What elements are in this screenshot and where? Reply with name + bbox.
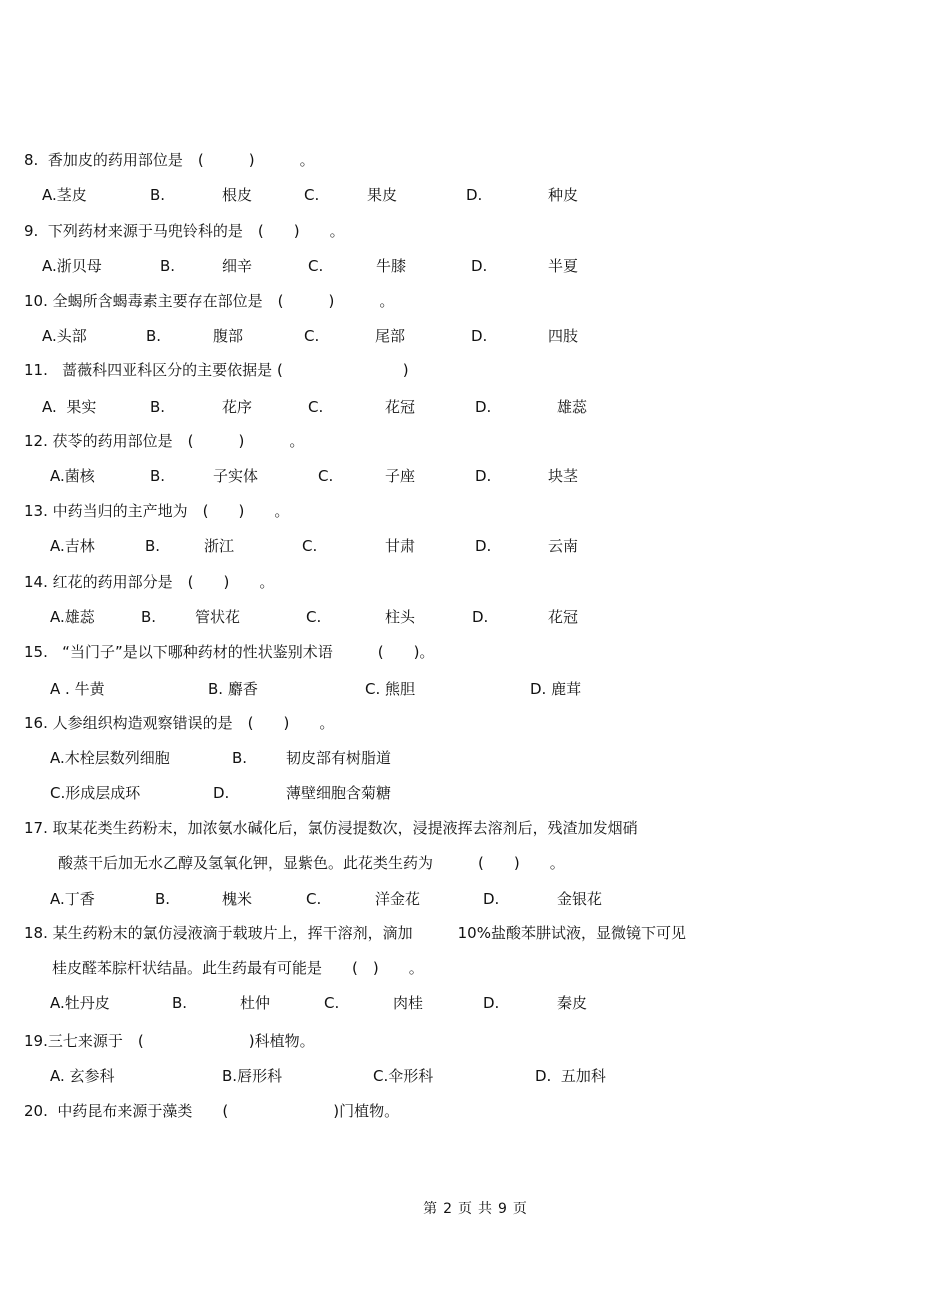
question-17 xyxy=(24,818,638,838)
option-c: C.形成层成环 xyxy=(50,784,141,802)
option-d: D. xyxy=(483,994,500,1012)
option-b-text: 韧皮部有树脂道 xyxy=(286,749,392,767)
option-b-text: 腹部 xyxy=(213,327,244,345)
option-c: C. xyxy=(302,537,318,555)
option-b-text: 细辛 xyxy=(222,257,253,275)
question-stem: 取某花类生药粉末，加浓氨水碱化后，氯仿浸提数次，浸提液挥去溶剂后，残渣加发烟硝 xyxy=(52,819,638,837)
question-number: 10. xyxy=(24,292,48,310)
question-number: 17. xyxy=(24,819,48,837)
option-a: A.菌核 xyxy=(50,467,95,485)
option-c: C. xyxy=(308,398,324,416)
question-number: 19. xyxy=(24,1032,48,1050)
question-19 xyxy=(24,1031,315,1051)
option-a: A.吉林 xyxy=(50,537,95,555)
question-stem-continued: 酸蒸干后加无水乙醇及氢氧化钾，显紫色。此花类生药为 ( ) 。 xyxy=(58,854,565,872)
option-d: D. xyxy=(475,467,492,485)
option-a: A.浙贝母 xyxy=(42,257,102,275)
option-d: D. xyxy=(475,537,492,555)
option-d: D. xyxy=(471,327,488,345)
question-18 xyxy=(24,923,686,943)
question-8 xyxy=(24,150,315,170)
question-stem: 人参组织构造观察错误的是 ( ) 。 xyxy=(52,714,335,732)
option-a: A.丁香 xyxy=(50,890,95,908)
option-d-text: 块茎 xyxy=(548,467,579,485)
question-number: 12. xyxy=(24,432,48,450)
question-9 xyxy=(24,221,345,241)
option-c: C.伞形科 xyxy=(373,1067,434,1085)
option-b: B. xyxy=(232,749,248,767)
question-stem: 三七来源于 ( )科植物。 xyxy=(47,1032,315,1050)
option-b: B. xyxy=(145,537,161,555)
question-number: 15. xyxy=(24,643,48,661)
footer-prefix: 第 xyxy=(423,1201,438,1217)
option-b-text: 花序 xyxy=(222,398,253,416)
option-d: D. xyxy=(472,608,489,626)
option-c-text: 甘肃 xyxy=(385,537,416,555)
option-d: D. xyxy=(483,890,500,908)
option-b-text: 浙江 xyxy=(204,537,235,555)
option-c: C. xyxy=(318,467,334,485)
option-d-text: 种皮 xyxy=(548,186,579,204)
question-12 xyxy=(24,431,304,451)
question-number: 13. xyxy=(24,502,48,520)
footer-suffix: 页 xyxy=(512,1201,527,1217)
option-b-text: 杜仲 xyxy=(240,994,271,1012)
question-number: 9. xyxy=(24,222,39,240)
option-b: B. xyxy=(141,608,157,626)
question-stem: 红花的药用部分是 ( ) 。 xyxy=(52,573,275,591)
question-number: 14. xyxy=(24,573,48,591)
question-stem: 某生药粉末的氯仿浸液滴于载玻片上，挥干溶剂，滴加 10%盐酸苯肼试液，显微镜下可见 xyxy=(52,924,686,942)
question-stem: “当门子”是以下哪种药材的性状鉴别术语 ( )。 xyxy=(62,643,435,661)
option-d-text: 薄壁细胞含菊糖 xyxy=(286,784,392,802)
question-number: 16. xyxy=(24,714,48,732)
option-d: D. 五加科 xyxy=(535,1067,606,1085)
option-d-text: 花冠 xyxy=(548,608,579,626)
option-b: B. xyxy=(146,327,162,345)
option-b-text: 子实体 xyxy=(213,467,259,485)
option-a: A. 果实 xyxy=(42,398,97,416)
option-b-text: 根皮 xyxy=(222,186,253,204)
option-c: C. xyxy=(306,608,322,626)
question-11 xyxy=(24,360,409,380)
option-c: C. xyxy=(324,994,340,1012)
option-d: D. xyxy=(475,398,492,416)
option-d-text: 云南 xyxy=(548,537,579,555)
option-c-text: 肉桂 xyxy=(393,994,424,1012)
option-a: A.牡丹皮 xyxy=(50,994,110,1012)
option-b-text: 槐米 xyxy=(222,890,253,908)
page-footer xyxy=(0,1198,950,1218)
option-d-text: 半夏 xyxy=(548,257,579,275)
question-10 xyxy=(24,291,394,311)
option-b: B. xyxy=(155,890,171,908)
option-c-text: 尾部 xyxy=(375,327,406,345)
option-b: B. xyxy=(150,398,166,416)
option-c-text: 洋金花 xyxy=(375,890,421,908)
option-b: B. xyxy=(172,994,188,1012)
option-a: A.木栓层数列细胞 xyxy=(50,749,170,767)
question-stem: 全蝎所含蝎毒素主要存在部位是 ( ) 。 xyxy=(52,292,395,310)
option-d: D. xyxy=(471,257,488,275)
option-c: C. xyxy=(304,327,320,345)
option-d-text: 四肢 xyxy=(548,327,579,345)
question-13 xyxy=(24,501,289,521)
option-a: A. 玄参科 xyxy=(50,1067,115,1085)
option-c-text: 牛膝 xyxy=(376,257,407,275)
option-d-text: 雄蕊 xyxy=(557,398,588,416)
option-b: B.唇形科 xyxy=(222,1067,283,1085)
option-c-text: 果皮 xyxy=(367,186,398,204)
option-b: B. 麝香 xyxy=(208,680,258,698)
option-b: B. xyxy=(150,186,166,204)
option-d-text: 秦皮 xyxy=(557,994,588,1012)
option-c-text: 花冠 xyxy=(385,398,416,416)
question-number: 20. xyxy=(24,1102,48,1120)
current-page-number: 2 xyxy=(443,1201,452,1217)
option-a: A.雄蕊 xyxy=(50,608,95,626)
option-c-text: 柱头 xyxy=(385,608,416,626)
option-a: A.头部 xyxy=(42,327,87,345)
option-a: A . 牛黄 xyxy=(50,680,105,698)
question-stem: 中药昆布来源于藻类 ( )门植物。 xyxy=(57,1102,400,1120)
option-b-text: 管状花 xyxy=(195,608,241,626)
option-c: C. xyxy=(306,890,322,908)
question-stem: 蔷薇科四亚科区分的主要依据是 ( ) xyxy=(62,361,409,379)
option-d: D. xyxy=(213,784,230,802)
question-number: 8. xyxy=(24,151,39,169)
option-d: D. xyxy=(466,186,483,204)
question-16 xyxy=(24,713,334,733)
option-b: B. xyxy=(160,257,176,275)
option-c: C. xyxy=(308,257,324,275)
option-d: D. 鹿茸 xyxy=(530,680,582,698)
option-d-text: 金银花 xyxy=(557,890,603,908)
question-stem: 下列药材来源于马兜铃科的是 ( ) 。 xyxy=(47,222,345,240)
question-stem-continued: 桂皮醛苯腙杆状结晶。此生药最有可能是 ( ) 。 xyxy=(52,959,424,977)
question-stem: 香加皮的药用部位是 ( ) 。 xyxy=(47,151,315,169)
total-page-number: 9 xyxy=(498,1201,507,1217)
option-a: A.茎皮 xyxy=(42,186,87,204)
option-b: B. xyxy=(150,467,166,485)
footer-total-word: 共 xyxy=(478,1201,492,1217)
question-20 xyxy=(24,1101,399,1121)
footer-page-word: 页 xyxy=(458,1201,472,1217)
question-14 xyxy=(24,572,274,592)
question-number: 18. xyxy=(24,924,48,942)
option-c: C. 熊胆 xyxy=(365,680,416,698)
option-c: C. xyxy=(304,186,320,204)
question-stem: 茯苓的药用部位是 ( ) 。 xyxy=(52,432,305,450)
question-number: 11. xyxy=(24,361,48,379)
question-15 xyxy=(24,642,434,662)
option-c-text: 子座 xyxy=(385,467,416,485)
question-stem: 中药当归的主产地为 ( ) 。 xyxy=(52,502,290,520)
